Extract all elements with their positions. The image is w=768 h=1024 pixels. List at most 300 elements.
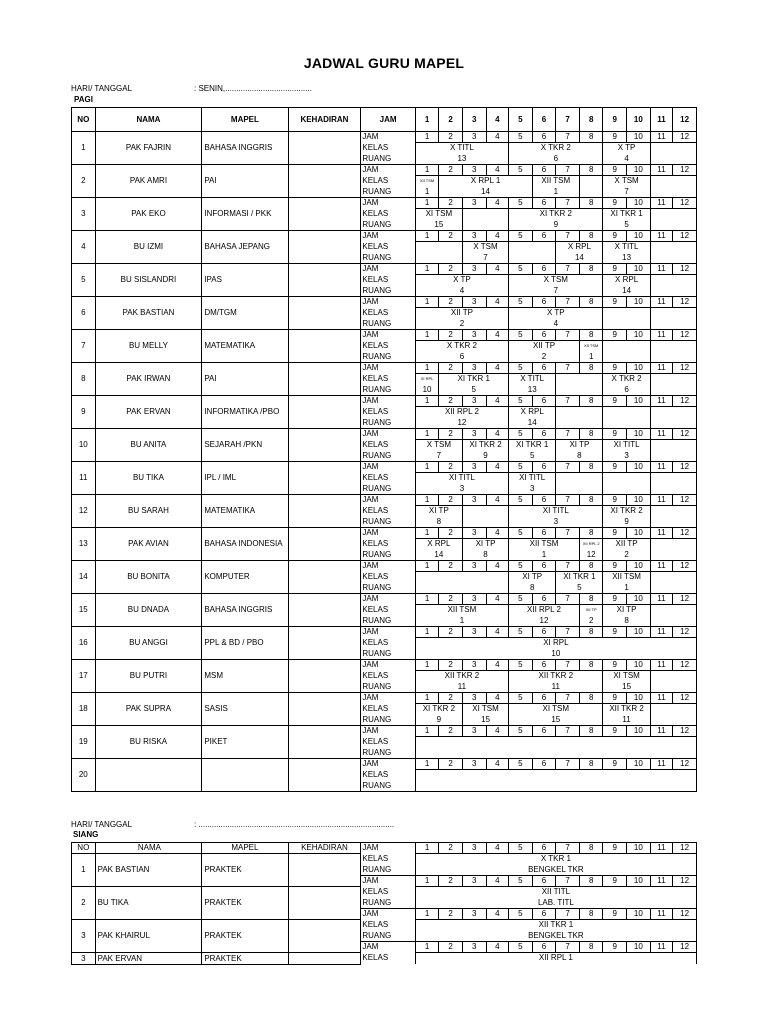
kelas-cell: XI TSM <box>509 704 603 715</box>
ruang-cell <box>415 583 508 594</box>
jam-label: JAM <box>361 726 415 737</box>
jam-cell: 11 <box>650 396 673 407</box>
jam-cell: 9 <box>603 726 627 737</box>
jam-cell: 11 <box>650 693 673 704</box>
jam-cell: 5 <box>509 528 533 539</box>
jam-cell: 10 <box>627 198 651 209</box>
jam-cell: 8 <box>579 660 603 671</box>
row-nama: PAK AMRI <box>95 165 202 198</box>
row-no: 1 <box>72 854 96 887</box>
jam-cell: 9 <box>603 759 627 770</box>
jam-cell: 5 <box>509 198 533 209</box>
jam-cell: 3 <box>462 198 486 209</box>
jam-cell: 1 <box>415 693 439 704</box>
ruang-cell: 2 <box>415 319 508 330</box>
ruang-cell: 1 <box>532 187 579 198</box>
row-nama <box>95 759 202 792</box>
table-row <box>72 561 697 572</box>
jam-cell: 6 <box>532 627 556 638</box>
ruang-cell: 13 <box>415 154 508 165</box>
row-kehadiran <box>288 495 361 528</box>
ruang-cell <box>556 385 603 396</box>
jam-cell: 12 <box>673 297 697 308</box>
kelas-cell: X TKR 2 <box>603 374 650 385</box>
ruang-cell: 2 <box>603 550 650 561</box>
kelas-cell <box>415 242 462 253</box>
row-no: 12 <box>72 495 96 528</box>
ruang-cell <box>556 418 603 429</box>
row-nama: PAK IRWAN <box>95 363 202 396</box>
ruang-cell: 3 <box>509 484 556 495</box>
row-mapel: BAHASA INDONESIA <box>202 528 288 561</box>
jam-cell: 6 <box>532 264 556 275</box>
jam-cell: 6 <box>532 396 556 407</box>
jam-cell: 10 <box>627 561 651 572</box>
ruang-cell: 12 <box>509 616 580 627</box>
jam-cell: 10 <box>627 909 651 920</box>
jam-cell: 7 <box>556 909 580 920</box>
jam-cell: 12 <box>673 330 697 341</box>
kelas-cell <box>650 374 696 385</box>
jam-cell: 2 <box>439 198 463 209</box>
ruang-cell: 15 <box>462 715 508 726</box>
kelas-cell: X RPL <box>556 242 603 253</box>
ruang-cell <box>603 484 650 495</box>
ruang-cell <box>603 319 650 330</box>
jam-cell: 7 <box>556 264 580 275</box>
jam-cell: 8 <box>579 264 603 275</box>
jam-cell: 10 <box>627 942 651 953</box>
row-no: 2 <box>72 165 96 198</box>
kelas-cell: XI TSM <box>415 209 462 220</box>
ruang-cell: 9 <box>509 220 603 231</box>
jam-cell: 10 <box>627 627 651 638</box>
table-row <box>72 953 697 964</box>
jam-cell: 7 <box>556 396 580 407</box>
jam-cell: 12 <box>673 942 697 953</box>
jam-label: JAM <box>361 660 415 671</box>
jam-cell: 5 <box>509 909 533 920</box>
kelas-cell: X RPL <box>603 275 650 286</box>
row-no: 5 <box>72 264 96 297</box>
kelas-cell <box>650 341 696 352</box>
row-nama: PAK EKO <box>95 198 202 231</box>
kelas-cell <box>650 506 696 517</box>
jam-cell: 9 <box>603 528 627 539</box>
jam-cell: 8 <box>579 231 603 242</box>
jam-cell: 2 <box>439 363 463 374</box>
row-mapel: BAHASA JEPANG <box>202 231 288 264</box>
ruang-label: RUANG <box>361 484 415 495</box>
jam-cell: 3 <box>462 909 486 920</box>
jam-cell: 9 <box>603 942 627 953</box>
ruang-cell: 8 <box>603 616 650 627</box>
ruang-cell: 1 <box>603 583 650 594</box>
jam-cell: 6 <box>532 693 556 704</box>
ruang-cell <box>650 385 696 396</box>
table-row <box>72 854 697 865</box>
jam-cell: 1 <box>415 561 439 572</box>
jam-cell: 3 <box>462 693 486 704</box>
pagi-hari-label: HARI/ TANGGAL <box>71 84 133 93</box>
kelas-label: KELAS <box>361 770 415 781</box>
kelas-label: KELAS <box>361 572 415 583</box>
ruang-cell: 5 <box>509 451 556 462</box>
kelas-cell: XI TITL <box>509 506 603 517</box>
kelas-cell: XII TKR 2 <box>509 671 603 682</box>
jam-cell: 2 <box>439 132 463 143</box>
row-kehadiran <box>288 594 361 627</box>
jam-label: JAM <box>361 909 415 920</box>
ruang-label: RUANG <box>361 352 415 363</box>
jam-cell: 3 <box>462 363 486 374</box>
row-kehadiran <box>288 396 361 429</box>
pagi-session-label: PAGI <box>74 95 93 104</box>
row-kehadiran <box>288 363 361 396</box>
row-kehadiran <box>288 953 361 965</box>
table-row <box>72 231 697 242</box>
jam-cell: 8 <box>579 330 603 341</box>
jam-cell: 7 <box>556 165 580 176</box>
jam-cell: 8 <box>579 198 603 209</box>
jam-cell: 10 <box>627 660 651 671</box>
jam-label: JAM <box>361 429 415 440</box>
jam-cell: 6 <box>532 726 556 737</box>
jam-cell: 7 <box>556 297 580 308</box>
jam-cell: 3 <box>462 132 486 143</box>
jam-cell: 2 <box>439 693 463 704</box>
ruang-cell <box>650 154 696 165</box>
jam-cell: 6 <box>532 429 556 440</box>
row-mapel: PRAKTEK <box>202 953 288 965</box>
jam-cell: 10 <box>627 132 651 143</box>
jam-cell: 4 <box>486 909 509 920</box>
header-hour: 6 <box>532 108 556 132</box>
jam-cell: 6 <box>532 594 556 605</box>
row-nama: BU PUTRI <box>95 660 202 693</box>
header-hour: 5 <box>509 108 533 132</box>
kelas-cell <box>650 605 696 616</box>
jam-cell: 10 <box>627 363 651 374</box>
ruang-cell: 8 <box>509 583 556 594</box>
kelas-cell <box>579 176 603 187</box>
row-mapel: BAHASA INGGRIS <box>202 594 288 627</box>
kelas-cell <box>650 671 696 682</box>
jam-cell: 12 <box>673 759 697 770</box>
table-row <box>72 429 697 440</box>
jam-cell: 4 <box>486 627 509 638</box>
kelas-cell <box>650 209 696 220</box>
jam-cell: 11 <box>650 198 673 209</box>
ruang-cell: 14 <box>415 550 462 561</box>
jam-cell: 1 <box>415 198 439 209</box>
jam-cell: 3 <box>462 297 486 308</box>
table-row <box>72 462 697 473</box>
table-row <box>72 132 697 143</box>
jam-label: JAM <box>361 165 415 176</box>
kelas-cell: X TITL <box>509 374 556 385</box>
kelas-cell <box>650 704 696 715</box>
kelas-label: KELAS <box>361 341 415 352</box>
jam-cell: 11 <box>650 909 673 920</box>
ruang-cell: 9 <box>415 715 462 726</box>
kelas-cell: XI TKR 2 <box>509 209 603 220</box>
row-no: 11 <box>72 462 96 495</box>
ruang-cell <box>650 418 696 429</box>
kelas-cell <box>603 308 650 319</box>
row-no: 6 <box>72 297 96 330</box>
jam-cell: 5 <box>509 495 533 506</box>
jam-cell: 9 <box>603 660 627 671</box>
kelas-label: KELAS <box>361 953 415 964</box>
pagi-hari-value: : SENIN,....................................... <box>194 84 312 93</box>
jam-cell: 1 <box>415 429 439 440</box>
kelas-cell: XI TSM <box>462 704 508 715</box>
jam-cell: 6 <box>532 330 556 341</box>
jam-cell: 11 <box>650 495 673 506</box>
jam-cell: 3 <box>462 594 486 605</box>
jam-cell: 5 <box>509 594 533 605</box>
ruang-cell <box>650 187 696 198</box>
row-mapel: INFORMASI / PKK <box>202 198 288 231</box>
jam-cell: 7 <box>556 429 580 440</box>
ruang-cell <box>650 451 696 462</box>
row-mapel: IPAS <box>202 264 288 297</box>
jam-cell: 5 <box>509 627 533 638</box>
ruang-cell: 2 <box>509 352 580 363</box>
ruang-cell <box>650 484 696 495</box>
row-mapel: BAHASA INGGRIS <box>202 132 288 165</box>
row-no: 20 <box>72 759 96 792</box>
kelas-cell: XII TSM <box>509 539 580 550</box>
jam-cell: 4 <box>486 495 509 506</box>
jam-cell: 12 <box>673 843 697 854</box>
kelas-label: KELAS <box>361 275 415 286</box>
jam-cell: 5 <box>509 330 533 341</box>
jam-cell: 1 <box>415 909 439 920</box>
ruang-cell <box>415 781 696 792</box>
kelas-cell: XI TITL <box>509 473 556 484</box>
jam-cell: 3 <box>462 759 486 770</box>
table-row <box>72 693 697 704</box>
jam-cell: 8 <box>579 363 603 374</box>
ruang-cell: 11 <box>415 682 508 693</box>
table-row <box>72 396 697 407</box>
ruang-cell: 4 <box>415 286 508 297</box>
jam-cell: 3 <box>462 561 486 572</box>
table-row <box>72 627 697 638</box>
ruang-cell <box>650 616 696 627</box>
jam-cell: 10 <box>627 726 651 737</box>
jam-cell: 9 <box>603 627 627 638</box>
jam-label: JAM <box>361 843 415 854</box>
jam-cell: 1 <box>415 330 439 341</box>
siang-header-no: NO <box>72 843 96 854</box>
ruang-cell: 6 <box>603 385 650 396</box>
ruang-label: RUANG <box>361 451 415 462</box>
row-no: 14 <box>72 561 96 594</box>
row-nama: PAK BASTIAN <box>95 854 202 887</box>
jam-cell: 3 <box>462 231 486 242</box>
jam-cell: 11 <box>650 264 673 275</box>
header-kehadiran: KEHADIRAN <box>288 108 361 132</box>
jam-cell: 9 <box>603 363 627 374</box>
row-no: 3 <box>72 953 96 965</box>
jam-cell: 11 <box>650 561 673 572</box>
jam-cell: 3 <box>462 843 486 854</box>
kelas-cell: XI RPL <box>415 638 696 649</box>
kelas-cell: XII TP <box>579 605 603 616</box>
ruang-label: RUANG <box>361 748 415 759</box>
jam-cell: 7 <box>556 726 580 737</box>
kelas-cell <box>415 770 696 781</box>
jam-cell: 6 <box>532 462 556 473</box>
jam-cell: 12 <box>673 462 697 473</box>
kelas-cell: X RPL <box>509 407 556 418</box>
jam-cell: 5 <box>509 759 533 770</box>
row-nama: PAK ERVAN <box>95 953 202 965</box>
jam-label: JAM <box>361 495 415 506</box>
jam-cell: 4 <box>486 231 509 242</box>
row-nama: PAK AVIAN <box>95 528 202 561</box>
table-row <box>72 264 697 275</box>
row-mapel: MATEMATIKA <box>202 330 288 363</box>
row-kehadiran <box>288 726 361 759</box>
jam-cell: 8 <box>579 693 603 704</box>
table-row <box>72 363 697 374</box>
jam-cell: 7 <box>556 495 580 506</box>
ruang-cell: 7 <box>603 187 650 198</box>
jam-cell: 9 <box>603 231 627 242</box>
jam-cell: 7 <box>556 231 580 242</box>
jam-cell: 3 <box>462 726 486 737</box>
jam-cell: 11 <box>650 528 673 539</box>
kelas-label: KELAS <box>361 704 415 715</box>
jam-cell: 12 <box>673 231 697 242</box>
jam-cell: 4 <box>486 429 509 440</box>
row-kehadiran <box>288 887 361 920</box>
kelas-label: KELAS <box>361 209 415 220</box>
ruang-cell: 5 <box>556 583 603 594</box>
kelas-cell: XII RPL 2 <box>579 539 603 550</box>
row-kehadiran <box>288 462 361 495</box>
kelas-cell: XI TP <box>415 506 462 517</box>
kelas-label: KELAS <box>361 176 415 187</box>
row-mapel: PPL & BD / PBO <box>202 627 288 660</box>
jam-cell: 1 <box>415 594 439 605</box>
jam-cell: 9 <box>603 843 627 854</box>
kelas-cell <box>556 407 603 418</box>
jam-cell: 4 <box>486 759 509 770</box>
kelas-cell <box>650 407 696 418</box>
kelas-cell: XI TKR 1 <box>603 209 650 220</box>
jam-cell: 11 <box>650 627 673 638</box>
kelas-cell: XII TSM <box>415 605 508 616</box>
header-hour: 7 <box>556 108 580 132</box>
ruang-cell: LAB. TITL <box>415 898 696 909</box>
jam-cell: 12 <box>673 495 697 506</box>
jam-cell: 9 <box>603 297 627 308</box>
header-no: NO <box>72 108 96 132</box>
kelas-label: KELAS <box>361 920 415 931</box>
row-kehadiran <box>288 330 361 363</box>
page-title: JADWAL GURU MAPEL <box>303 55 465 71</box>
jam-cell: 10 <box>627 330 651 341</box>
kelas-cell: X RPL <box>415 539 462 550</box>
jam-cell: 6 <box>532 759 556 770</box>
jam-label: JAM <box>361 231 415 242</box>
jam-cell: 12 <box>673 561 697 572</box>
jam-cell: 1 <box>415 264 439 275</box>
jam-cell: 5 <box>509 561 533 572</box>
row-no: 3 <box>72 198 96 231</box>
row-nama: BU TIKA <box>95 462 202 495</box>
row-nama: BU MELLY <box>95 330 202 363</box>
kelas-cell: XI TITL <box>415 473 508 484</box>
ruang-cell: 8 <box>462 550 508 561</box>
row-no: 2 <box>72 887 96 920</box>
jam-cell: 10 <box>627 528 651 539</box>
row-no: 1 <box>72 132 96 165</box>
ruang-cell <box>603 418 650 429</box>
jam-cell: 11 <box>650 462 673 473</box>
ruang-cell: 7 <box>462 253 508 264</box>
ruang-label: RUANG <box>361 319 415 330</box>
jam-cell: 3 <box>462 528 486 539</box>
kelas-cell: XII TKR 2 <box>415 671 508 682</box>
siang-header-mapel: MAPEL <box>202 843 288 854</box>
ruang-cell: 12 <box>415 418 508 429</box>
row-mapel <box>202 759 288 792</box>
kelas-cell: X TP <box>509 308 603 319</box>
jam-cell: 9 <box>603 561 627 572</box>
jam-cell: 9 <box>603 429 627 440</box>
jam-cell: 12 <box>673 132 697 143</box>
jam-cell: 7 <box>556 462 580 473</box>
jam-cell: 5 <box>509 726 533 737</box>
jam-cell: 11 <box>650 330 673 341</box>
jam-cell: 2 <box>439 909 463 920</box>
table-row <box>72 198 697 209</box>
jam-cell: 5 <box>509 942 533 953</box>
ruang-cell <box>650 682 696 693</box>
jam-cell: 4 <box>486 561 509 572</box>
jam-cell: 8 <box>579 594 603 605</box>
row-nama: BU SARAH <box>95 495 202 528</box>
jam-cell: 11 <box>650 297 673 308</box>
row-kehadiran <box>288 297 361 330</box>
kelas-cell: XI RPL <box>415 374 439 385</box>
ruang-cell: 13 <box>509 385 556 396</box>
jam-cell: 5 <box>509 876 533 887</box>
jam-cell: 4 <box>486 462 509 473</box>
jam-cell: 9 <box>603 462 627 473</box>
row-nama: BU SISLANDRI <box>95 264 202 297</box>
jam-cell: 9 <box>603 396 627 407</box>
ruang-label: RUANG <box>361 682 415 693</box>
jam-cell: 9 <box>603 909 627 920</box>
ruang-label: RUANG <box>361 187 415 198</box>
row-mapel: PIKET <box>202 726 288 759</box>
jam-cell: 7 <box>556 132 580 143</box>
kelas-cell <box>650 539 696 550</box>
jam-cell: 2 <box>439 495 463 506</box>
jam-cell: 5 <box>509 363 533 374</box>
row-no: 4 <box>72 231 96 264</box>
jam-cell: 5 <box>509 396 533 407</box>
jam-cell: 6 <box>532 942 556 953</box>
ruang-cell: 1 <box>415 187 439 198</box>
